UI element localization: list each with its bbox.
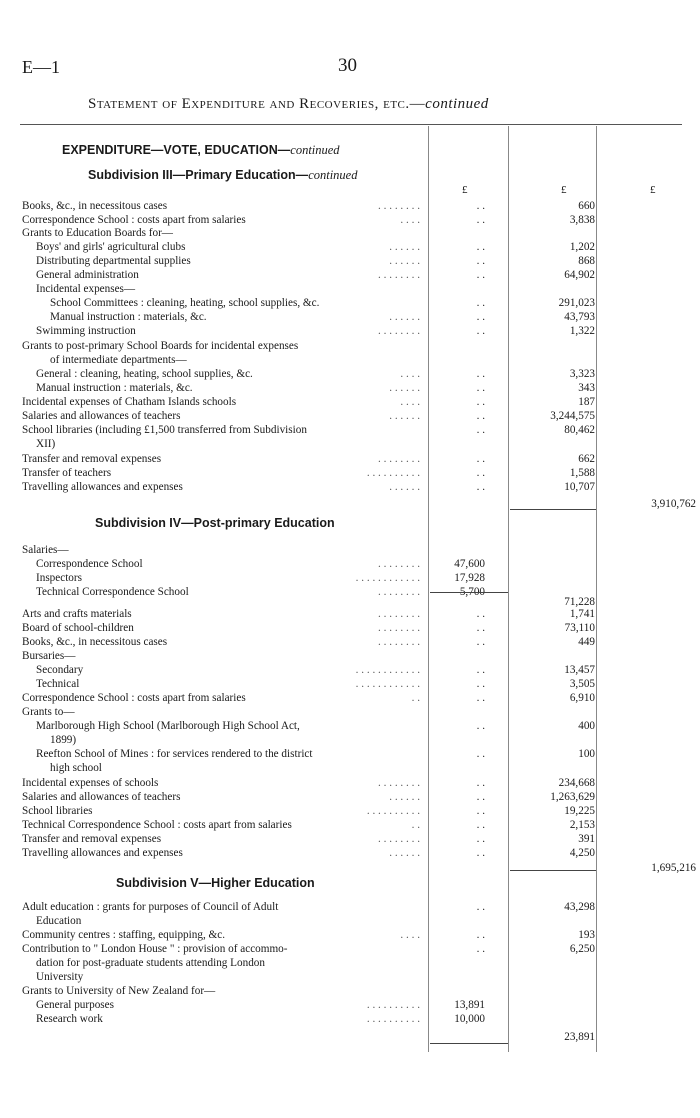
amount-column-2: 1,322 (569, 325, 595, 337)
table-row (0, 544, 700, 557)
amount-column-2: 868 (578, 255, 595, 267)
table-row (0, 650, 700, 663)
table-row (0, 255, 700, 268)
amount-column-2: 80,462 (564, 424, 595, 436)
row-description: Research work (36, 1013, 103, 1025)
row-description: Technical Correspondence School (36, 586, 189, 598)
amount-column-1: . . (476, 748, 485, 760)
amount-column-2: 4,250 (569, 847, 595, 859)
row-description: School Committees : cleaning, heating, school supplies, &c. (50, 297, 320, 309)
amount-column-2: 234,668 (558, 777, 595, 789)
table-row (0, 929, 700, 942)
amount-column-1: . . (476, 396, 485, 408)
table-row (0, 608, 700, 621)
row-description: General administration (36, 269, 139, 281)
subdivision-heading (88, 168, 357, 183)
leader-dots: . . . . . . (389, 847, 420, 859)
leader-dots: . . . . . . . . (378, 636, 420, 648)
row-description: Bursaries— (22, 650, 76, 662)
leader-dots: . . . . . . (389, 241, 420, 253)
table-row (0, 311, 700, 324)
subtotal-rule (430, 1043, 508, 1044)
row-description: Incidental expenses of Chatham Islands schools (22, 396, 237, 408)
amount-column-1: . . (476, 382, 485, 394)
subdivision-heading-text: Subdivision V—Higher Education (116, 876, 315, 890)
leader-dots: . . . . . . . . (378, 558, 420, 570)
amount-column-1: . . (476, 678, 485, 690)
row-description: Manual instruction : materials, &c. (36, 382, 193, 394)
amount-column-2: 1,588 (569, 467, 595, 479)
row-description: Distributing departmental supplies (36, 255, 191, 267)
currency-symbol: £ (561, 184, 567, 196)
subtotal-rule (510, 870, 596, 871)
row-description: Grants to Education Boards for— (22, 227, 173, 239)
amount-column-1: . . (476, 410, 485, 422)
amount-column-1: . . (476, 833, 485, 845)
amount-column-1: . . (476, 805, 485, 817)
table-row (0, 692, 700, 705)
row-description: Salaries and allowances of teachers (22, 791, 181, 803)
leader-dots: . . . . . . . . . . . . (355, 572, 420, 584)
row-description: Boys' and girls' agricultural clubs (36, 241, 186, 253)
amount-column-2: 2,153 (569, 819, 595, 831)
leader-dots: . . . . . . (389, 255, 420, 267)
subdivision-heading (116, 876, 315, 890)
row-description: Manual instruction : materials, &c. (50, 311, 207, 323)
amount-column-2: 187 (578, 396, 595, 408)
amount-column-2: 400 (578, 720, 595, 732)
amount-column-1: . . (476, 241, 485, 253)
amount-column-1: . . (476, 664, 485, 676)
row-description: General purposes (36, 999, 114, 1011)
amount-column-1: . . (476, 255, 485, 267)
table-row (0, 227, 700, 240)
amount-column-1: . . (476, 777, 485, 789)
leader-dots: . . . . (400, 368, 420, 380)
amount-column-1: . . (476, 791, 485, 803)
leader-dots: . . . . . . . . (378, 269, 420, 281)
amount-column-1: 5,700 (459, 586, 485, 598)
table-row (0, 558, 700, 571)
amount-column-1: . . (476, 608, 485, 620)
amount-column-2: 1,741 (569, 608, 595, 620)
amount-column-2: 1,263,629 (550, 791, 595, 803)
amount-column-2: 449 (578, 636, 595, 648)
row-description: Technical Correspondence School : costs apart from salaries (22, 819, 292, 831)
row-description: Books, &c., in necessitous cases (22, 200, 168, 212)
amount-column-1: . . (476, 943, 485, 955)
leader-dots: . . . . . . . . (378, 777, 420, 789)
page-title (88, 96, 489, 113)
table-row (0, 424, 700, 437)
leader-dots: . . . . (400, 214, 420, 226)
subdivision-heading-text: Subdivision IV—Post-primary Education (95, 516, 335, 530)
leader-dots: . . . . . . (389, 382, 420, 394)
table-row (0, 706, 700, 719)
leader-dots: . . . . . . . . (378, 833, 420, 845)
row-description: Grants to University of New Zealand for— (22, 985, 216, 997)
amount-column-2: 10,707 (564, 481, 595, 493)
table-row (0, 720, 700, 733)
subdivision-heading-continued: continued (308, 168, 358, 182)
table-row (0, 269, 700, 282)
leader-dots: . . . . . . . . (378, 622, 420, 634)
table-row (0, 999, 700, 1012)
row-description: Adult education : grants for purposes of Council of Adult (22, 901, 279, 913)
row-description: Technical (36, 678, 80, 690)
amount-column-1: 10,000 (454, 1013, 485, 1025)
table-row (0, 748, 700, 761)
leader-dots: . . . . . . . . . . (366, 1013, 420, 1025)
table-row (0, 200, 700, 213)
row-description: Reefton School of Mines : for services rendered to the district (36, 748, 313, 760)
amount-column-2: 3,505 (569, 678, 595, 690)
page-number: 30 (338, 55, 357, 76)
amount-column-2: 1,202 (569, 241, 595, 253)
leader-dots: . . . . . . . . (378, 325, 420, 337)
table-row (0, 467, 700, 480)
amount-column-1: . . (476, 929, 485, 941)
amount-column-1: . . (476, 297, 485, 309)
table-row (0, 805, 700, 818)
subdivision-heading-text: Subdivision III—Primary Education— (88, 168, 309, 182)
leader-dots: . . . . . . . . . . . . (355, 678, 420, 690)
row-description: Board of school-children (22, 622, 134, 634)
table-row (0, 985, 700, 998)
leader-dots: . . . . . . . . (378, 608, 420, 620)
leader-dots: . . . . . . . . . . (366, 467, 420, 479)
section-heading (62, 143, 340, 158)
table-row (0, 354, 700, 367)
amount-column-2: 19,225 (564, 805, 595, 817)
row-description: School libraries (including £1,500 transferred from Subdivision (22, 424, 307, 436)
row-description: Contribution to " London House " : provision of accommo- (22, 943, 288, 955)
row-description: University (36, 971, 84, 983)
amount-column-1: . . (476, 819, 485, 831)
leader-dots: . . . . . . (389, 481, 420, 493)
row-description: Salaries— (22, 544, 69, 556)
amount-column-1: . . (476, 467, 485, 479)
table-row (0, 678, 700, 691)
table-row (0, 368, 700, 381)
table-row (0, 340, 700, 353)
amount-column-2: 291,023 (558, 297, 595, 309)
table-row (0, 241, 700, 254)
amount-column-2: 343 (578, 382, 595, 394)
table-row (0, 833, 700, 846)
leader-dots: . . . . . . . . . . (366, 805, 420, 817)
row-description: Salaries and allowances of teachers (22, 410, 181, 422)
subtotal-rule (510, 509, 596, 510)
amount-column-1: . . (476, 636, 485, 648)
amount-column-1: . . (476, 720, 485, 732)
table-row (0, 819, 700, 832)
amount-column-1: . . (476, 622, 485, 634)
table-row (0, 901, 700, 914)
table-row (0, 622, 700, 635)
amount-column-2: 13,457 (564, 664, 595, 676)
document-code: E—1 (22, 57, 60, 77)
amount-column-1: 13,891 (454, 999, 485, 1011)
amount-column-1: . . (476, 424, 485, 436)
amount-column-1: . . (476, 481, 485, 493)
table-row (0, 791, 700, 804)
table-row (0, 438, 700, 451)
amount-column-2: 391 (578, 833, 595, 845)
leader-dots: . . (411, 692, 420, 704)
table-row (0, 283, 700, 296)
row-description: Secondary (36, 664, 84, 676)
subdivision-heading (95, 516, 335, 530)
row-description: 1899) (50, 734, 77, 746)
table-row (0, 396, 700, 409)
amount-column-2: 3,838 (569, 214, 595, 226)
amount-column-2: 100 (578, 748, 595, 760)
row-description: Education (36, 915, 82, 927)
table-row (0, 847, 700, 860)
table-row (0, 572, 700, 585)
row-description: Marlborough High School (Marlborough High School Act, (36, 720, 300, 732)
row-description: Inspectors (36, 572, 82, 584)
subtotal-rule (430, 592, 508, 593)
row-description: Correspondence School : costs apart from salaries (22, 692, 246, 704)
leader-dots: . . (411, 819, 420, 831)
amount-column-2: 660 (578, 200, 595, 212)
row-description: of intermediate departments— (50, 354, 187, 366)
row-description: Transfer and removal expenses (22, 453, 162, 465)
table-row (0, 325, 700, 338)
table-row (0, 1013, 700, 1026)
amount-column-2: 3,323 (569, 368, 595, 380)
leader-dots: . . . . . . (389, 410, 420, 422)
row-description: Incidental expenses of schools (22, 777, 159, 789)
row-description: Travelling allowances and expenses (22, 847, 183, 859)
row-description: Incidental expenses— (36, 283, 136, 295)
leader-dots: . . . . . . (389, 791, 420, 803)
subdivision-total: 1,695,216 (651, 862, 696, 874)
table-row (0, 1031, 700, 1044)
row-description: Transfer and removal expenses (22, 833, 162, 845)
row-description: Books, &c., in necessitous cases (22, 636, 168, 648)
table-row (0, 777, 700, 790)
table-row (0, 971, 700, 984)
table-row (0, 481, 700, 494)
table-row (0, 957, 700, 970)
table-row (0, 915, 700, 928)
leader-dots: . . . . . . . . (378, 453, 420, 465)
header-rule (20, 124, 682, 125)
row-description: Travelling allowances and expenses (22, 481, 183, 493)
table-row (0, 636, 700, 649)
amount-column-1: . . (476, 901, 485, 913)
amount-column-2: 43,298 (564, 901, 595, 913)
row-description: Correspondence School (36, 558, 143, 570)
amount-column-2: 71,228 (564, 596, 595, 608)
table-row (0, 453, 700, 466)
table-row (0, 410, 700, 423)
row-description: dation for post-graduate students attending London (36, 957, 265, 969)
subdivision-total: 3,910,762 (651, 498, 696, 510)
amount-column-1: 47,600 (454, 558, 485, 570)
table-row (0, 214, 700, 227)
amount-column-1: . . (476, 214, 485, 226)
row-description: School libraries (22, 805, 93, 817)
amount-column-1: . . (476, 692, 485, 704)
row-description: Transfer of teachers (22, 467, 112, 479)
row-description: General : cleaning, heating, school supplies, &c. (36, 368, 253, 380)
amount-column-2: 193 (578, 929, 595, 941)
amount-column-2: 662 (578, 453, 595, 465)
table-row (0, 734, 700, 747)
amount-column-1: . . (476, 453, 485, 465)
row-description: Grants to— (22, 706, 75, 718)
row-description: Correspondence School : costs apart from salaries (22, 214, 246, 226)
leader-dots: . . . . . . . . (378, 200, 420, 212)
table-row (0, 664, 700, 677)
row-description: XII) (36, 438, 56, 450)
page-title-continued: continued (425, 96, 489, 112)
table-row (0, 943, 700, 956)
leader-dots: . . . . (400, 929, 420, 941)
table-row (0, 762, 700, 775)
currency-symbol: £ (462, 184, 468, 196)
amount-column-1: . . (476, 847, 485, 859)
amount-column-2: 43,793 (564, 311, 595, 323)
leader-dots: . . . . . . . . . . . . (355, 664, 420, 676)
leader-dots: . . . . . . . . . . (366, 999, 420, 1011)
row-description: Community centres : staffing, equipping, &c. (22, 929, 226, 941)
section-heading-continued: continued (290, 143, 340, 157)
currency-symbol: £ (650, 184, 656, 196)
row-description: high school (50, 762, 102, 774)
row-description: Swimming instruction (36, 325, 136, 337)
leader-dots: . . . . . . . . (378, 586, 420, 598)
amount-column-2: 3,244,575 (550, 410, 595, 422)
row-description: Grants to post-primary School Boards for incidental expenses (22, 340, 299, 352)
amount-column-1: . . (476, 368, 485, 380)
amount-column-2: 73,110 (564, 622, 595, 634)
amount-column-2: 6,250 (569, 943, 595, 955)
table-row (0, 382, 700, 395)
amount-column-1: 17,928 (454, 572, 485, 584)
amount-column-1: . . (476, 311, 485, 323)
amount-column-1: . . (476, 269, 485, 281)
leader-dots: . . . . (400, 396, 420, 408)
row-description: Arts and crafts materials (22, 608, 132, 620)
leader-dots: . . . . . . (389, 311, 420, 323)
amount-column-2: 64,902 (564, 269, 595, 281)
amount-column-2: 6,910 (569, 692, 595, 704)
section-heading-text: EXPENDITURE—VOTE, EDUCATION— (62, 143, 291, 157)
table-row (0, 297, 700, 310)
page-title-main: Statement of Expenditure and Recoveries, etc.— (88, 96, 426, 112)
amount-column-2: 23,891 (564, 1031, 595, 1043)
amount-column-1: . . (476, 325, 485, 337)
amount-column-1: . . (476, 200, 485, 212)
